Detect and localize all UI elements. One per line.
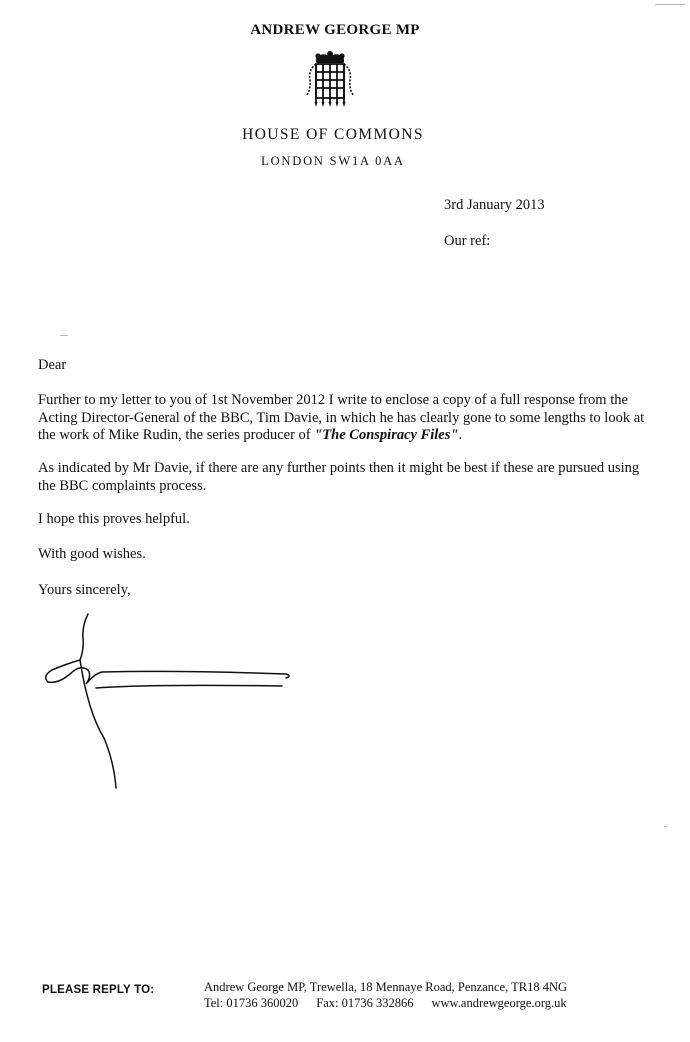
- footer-website[interactable]: www.andrewgeorge.org.uk: [431, 996, 567, 1010]
- footer-contact: [204, 996, 567, 1011]
- paragraph-intro: [38, 392, 658, 445]
- paragraph-helpful: I hope this proves helpful.: [38, 511, 190, 527]
- scan-speck: [655, 4, 685, 5]
- paragraph-intro-end: .: [458, 427, 463, 443]
- our-ref: Our ref:: [444, 233, 491, 249]
- letterhead-address: LONDON SW1A 0AA: [261, 154, 405, 168]
- salutation: Dear: [38, 357, 67, 373]
- closing: Yours sincerely,: [38, 582, 131, 598]
- letter-date: 3rd January 2013: [444, 197, 545, 213]
- scan-speck: [60, 335, 68, 336]
- footer-address: Andrew George MP, Trewella, 18 Mennaye Road, Penzance, TR18 4NG: [204, 980, 568, 994]
- paragraph-intro-text: Further to my letter to you of 1st November 2012 I write to enclose a copy of a full response from the Acting Director-General of the BBC, Tim Davie, in which he has clearly gone to some lengths to look at the work of Mike Rudin, the series producer of: [38, 392, 645, 443]
- portcullis-icon: [300, 50, 360, 112]
- footer-fax: Fax: 01736 332866: [316, 996, 414, 1010]
- paragraph-complaints: As indicated by Mr Davie, if there are any further points then it might be best if these are pursued using the BBC complaints process.: [38, 460, 640, 494]
- mp-name: ANDREW GEORGE MP: [250, 22, 420, 38]
- signature-icon: [36, 612, 298, 790]
- footer-tel: Tel: 01736 360020: [204, 996, 299, 1010]
- scan-speck: [664, 826, 667, 827]
- paragraph-wishes: With good wishes.: [38, 546, 146, 562]
- reply-label: PLEASE REPLY TO:: [42, 984, 155, 996]
- programme-title: "The Conspiracy Files": [314, 427, 459, 443]
- house-of-commons: HOUSE OF COMMONS: [242, 126, 424, 143]
